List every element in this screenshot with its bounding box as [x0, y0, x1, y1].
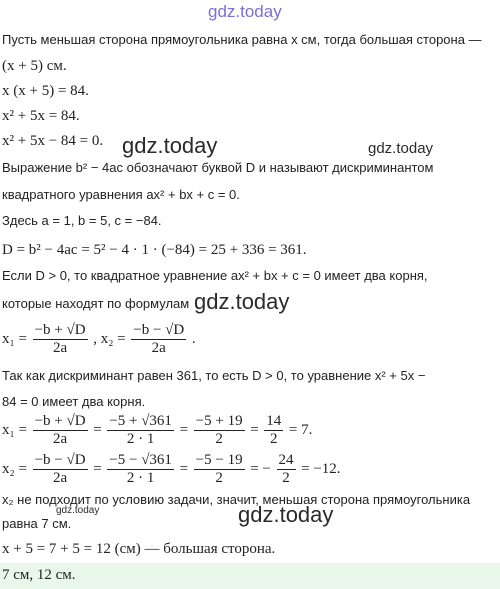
- text-line-8: Здесь a = 1, b = 5, c = −84.: [2, 213, 162, 228]
- text-line-11: которые находят по формулам: [2, 296, 190, 311]
- fraction: $\frac{14}{2}$: [266, 413, 282, 447]
- equation-1: x (x + 5) = 84.: [2, 83, 89, 99]
- fraction: $\frac{-b + √D}{2a}$: [34, 413, 86, 447]
- formula-root-2-end: = −12.: [301, 460, 341, 477]
- fraction: $\frac{24}{2}$: [278, 452, 294, 486]
- formula-roots: [2, 322, 196, 357]
- fraction: $\frac{-b + √D}{2a}$: [34, 322, 86, 356]
- fraction: $\frac{-5 + 19}{2}$: [195, 413, 243, 447]
- formula-root-2: [2, 452, 341, 487]
- watermark-bottom: gdz.today: [238, 502, 334, 527]
- text-line-17: x₂ не подходит по условию задачи, значит, меньшая сторона прямоугольника: [2, 492, 471, 507]
- text-line-7: квадратного уравнения ax² + bx + c = 0.: [2, 187, 240, 202]
- equation-larger-side: x + 5 = 7 + 5 = 12 (см) — большая сторона.: [2, 541, 276, 557]
- equation-discriminant: D = b² − 4ac = 5² − 4 · 1 · (−84) = 25 + 336 = 361.: [2, 242, 307, 258]
- text-line-13: Так как дискриминант равен 361, то есть D > 0, то уравнение x² + 5x −: [2, 368, 426, 383]
- equals-sign: =: [93, 460, 102, 477]
- formula-roots-mid: , x₂ =: [93, 330, 126, 347]
- equals-sign: =: [250, 421, 259, 438]
- formula-root-2-mid: = −: [250, 460, 271, 477]
- watermark-mid-3: gdz.today: [194, 289, 290, 314]
- watermark-small: gdz.today: [56, 505, 100, 516]
- text-line-6: Выражение b² − 4ac обозначают буквой D и называют дискриминантом: [2, 160, 434, 175]
- equation-3: x² + 5x − 84 = 0.: [2, 133, 104, 149]
- fraction: $\frac{-b - √D}{2a}$: [133, 322, 185, 356]
- watermark-mid-2: gdz.today: [368, 140, 434, 157]
- formula-root-1-end: = 7.: [288, 421, 313, 438]
- equals-sign: =: [179, 421, 189, 438]
- formula-root-1-lhs: x₁ =: [2, 421, 27, 438]
- fraction: $\frac{-5 - √361}{2 \cdot 1}$: [109, 452, 172, 486]
- text-line-10: Если D > 0, то квадратное уравнение ax² + bx + c = 0 имеет два корня,: [2, 268, 428, 283]
- equals-sign: =: [179, 460, 189, 477]
- text-line-1: Пусть меньшая сторона прямоугольника равна x см, тогда большая сторона —: [2, 32, 482, 47]
- equals-sign: =: [93, 421, 102, 438]
- text-line-18: равна 7 см.: [2, 516, 72, 531]
- formula-roots-lhs: x₁ =: [2, 330, 27, 347]
- answer-text: 7 см, 12 см.: [2, 567, 76, 583]
- fraction: $\frac{-5 + √361}{2 \cdot 1}$: [109, 413, 172, 447]
- text-line-14: 84 = 0 имеет два корня.: [2, 394, 146, 409]
- formula-roots-end: .: [191, 330, 196, 347]
- watermark-mid-1: gdz.today: [122, 133, 218, 158]
- fraction: $\frac{-b - √D}{2a}$: [34, 452, 86, 486]
- equation-2: x² + 5x = 84.: [2, 108, 80, 124]
- formula-root-2-lhs: x₂ =: [2, 460, 27, 477]
- formula-root-1: [2, 413, 312, 448]
- answer-box: [0, 563, 500, 589]
- fraction: $\frac{-5 - 19}{2}$: [195, 452, 243, 486]
- text-line-2: (x + 5) см.: [2, 58, 67, 74]
- watermark-top: gdz.today: [208, 2, 282, 21]
